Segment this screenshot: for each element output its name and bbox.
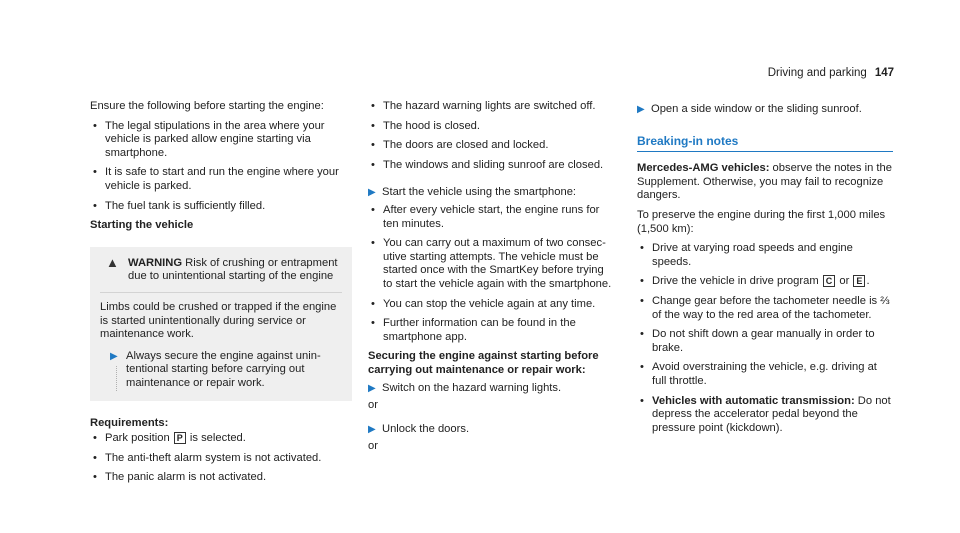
amg-note <box>637 162 893 203</box>
warning-title: Risk of crushing or entrapment due to unintentional starting of the engine <box>128 256 338 283</box>
list-item: • Change gear before the tachometer needle is ⅔ of the way to the red area of the tachometer. <box>637 295 893 322</box>
step-arrow-icon: ▶ <box>368 187 376 199</box>
amg-text: observe the notes in the Supplement. Otherwise, you may fail to recognize dangers. <box>637 162 892 202</box>
text: Drive the vehicle in drive program <box>652 275 822 288</box>
requirements-label: Requirements: <box>90 416 169 429</box>
step-arrow-icon: ▶ <box>368 423 376 435</box>
text: is selected. <box>186 432 246 445</box>
list-item: • Avoid overstraining the vehicle, e.g. driving at full throttle. <box>637 361 893 388</box>
list-item: • The hazard warning lights are switched off. <box>368 100 616 114</box>
or-text: or <box>368 440 378 453</box>
column-1 <box>90 100 352 491</box>
page-number: 147 <box>874 67 894 79</box>
step-arrow-icon: ▶ <box>368 382 376 394</box>
text: . <box>866 275 870 288</box>
step-arrow-icon: ▶ <box>110 350 118 362</box>
section-name: Driving and parking <box>767 67 867 79</box>
list-item: • You can stop the vehicle again at any time. <box>368 298 616 312</box>
list-item: • After every vehicle start, the engine runs for ten minutes. <box>368 204 616 231</box>
intro-text: Ensure the following before starting the engine: <box>90 100 324 112</box>
column-2 <box>368 100 616 460</box>
text: Do not depress the accelerator pedal beyond the pressure point (kickdown). <box>652 394 891 434</box>
warning-step <box>100 350 342 391</box>
step-text: Switch on the hazard warning lights. <box>382 381 562 394</box>
step-text: Start the vehicle using the smartphone: <box>382 186 577 199</box>
list-item <box>90 432 352 446</box>
text: Park position <box>105 432 173 445</box>
warning-text: Limbs could be crushed or trapped if the engine is started unintentionally during service or maintenance work. <box>100 300 337 341</box>
preserve-text: To preserve the engine during the first 1,000 miles (1,500 km): <box>637 208 886 235</box>
step-text: Open a side window or the sliding sunroof. <box>651 103 862 115</box>
tips-list <box>637 242 893 435</box>
warning-step-text: Always secure the engine against unintentional starting before carrying out maintenance or repair work. <box>126 349 321 389</box>
step-start <box>368 186 616 200</box>
checks-list <box>90 120 352 214</box>
park-symbol-icon: P <box>174 432 186 444</box>
step-window <box>637 103 893 117</box>
warning-box <box>90 247 352 401</box>
warning-label: WARNING <box>128 256 183 269</box>
securing-heading: Securing the engine against starting before carrying out maintenance or repair work: <box>368 350 599 376</box>
amg-label: Mercedes-AMG vehicles: <box>637 162 770 175</box>
list-item: • The hood is closed. <box>368 120 616 134</box>
warning-body <box>100 292 342 391</box>
checks-list-2 <box>368 100 616 172</box>
program-e-icon: E <box>853 275 865 287</box>
section-title: Breaking-in notes <box>637 135 893 153</box>
step-unlock <box>368 423 616 437</box>
warning-triangle-icon: ▲ <box>106 254 119 270</box>
list-item <box>637 395 893 436</box>
warning-header <box>100 254 342 284</box>
step-arrow-icon: ▶ <box>637 104 645 115</box>
column-3 <box>637 100 893 441</box>
program-c-icon: C <box>823 275 836 287</box>
list-item: • The doors are closed and locked. <box>368 139 616 153</box>
page-header <box>768 67 894 81</box>
notes-list <box>368 204 616 344</box>
requirements-list <box>90 432 352 485</box>
step-text: Unlock the doors. <box>382 422 470 435</box>
list-item: • Drive at varying road speeds and engine speeds. <box>637 242 893 269</box>
text: or <box>836 275 853 288</box>
list-item: • You can carry out a maximum of two consecutive starting attempts. The vehicle must be started once with the SmartKey before trying to start the vehicle again with the smartphone. <box>368 237 616 291</box>
list-item <box>637 275 893 289</box>
step-hazard <box>368 382 616 396</box>
section-heading: Starting the vehicle <box>90 219 194 232</box>
list-item: • The legal stipulations in the area where your vehicle is parked allow engine starting via smartphone. <box>90 120 352 161</box>
or-text: or <box>368 399 378 412</box>
list-item: • It is safe to start and run the engine where your vehicle is parked. <box>90 166 352 193</box>
list-item: • Further information can be found in the smartphone app. <box>368 317 616 344</box>
list-item: • Do not shift down a gear manually in order to brake. <box>637 328 893 355</box>
list-item: • The fuel tank is sufficiently filled. <box>90 200 352 214</box>
bold-label: Vehicles with automatic transmission: <box>652 394 855 407</box>
list-item: • The anti-theft alarm system is not activated. <box>90 452 352 466</box>
list-item: • The panic alarm is not activated. <box>90 471 352 485</box>
list-item: • The windows and sliding sunroof are closed. <box>368 159 616 173</box>
